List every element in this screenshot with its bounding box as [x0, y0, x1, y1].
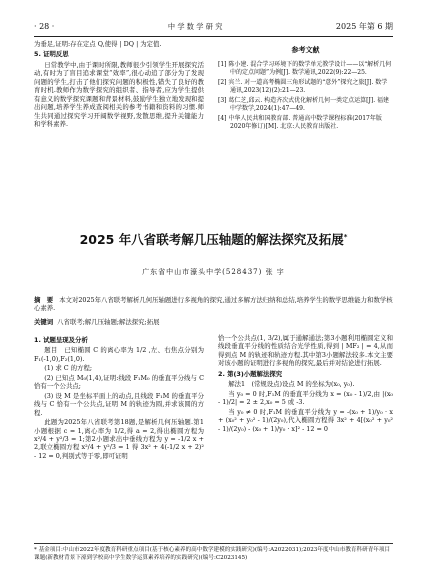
funding-footnote: * 基金项目:中山市2022年度教育科研重点项目(基于核心素养的高中数学建模的实践研究)(编号:A2022031);2023年度中山市教育科研青年项目课题(新教材背景下濠到学校高中学生数学运算素养培养的实践研究)(编号:C2023145) [34, 543, 393, 562]
references [218, 40, 393, 132]
issue-label: 2025 年第 6 期 [335, 21, 393, 31]
article-title [34, 232, 393, 249]
paragraph: 题目 已知椭圆 C 的离心率为 1/2 ,左、右焦点分别为 F₁(-1,0),F₂(1,0). [34, 346, 204, 363]
paragraph: 当 y₀ = 0 时,F₁M 的垂直平分线为 x = (x₀ - 1)/2,由 |(x₀ - 1)/2| = 2 ± 2,x₀ = 5 或 -3. [218, 389, 393, 407]
title-footnote-mark: * [343, 232, 348, 241]
text-line: 为垂足,证明:存在定点 Q,使得 | DQ | 为定值. [34, 40, 162, 48]
paragraph: (3) 设 M 是坐标平面上的动点,且线段 F₁M 的垂直平分线与 C 恰有一个公共点,证明 M 的轨迹为圆,并求该圆的方程. [34, 391, 204, 417]
abstract [34, 296, 393, 313]
page-header [34, 18, 393, 37]
section-heading: 5. 证明反思 [34, 50, 69, 59]
journal-title: 中 学 数 学 研 究 [167, 22, 223, 32]
paragraph: 解法1 (常规设点)设点 M 的坐标为(x₀, y₀). [228, 380, 355, 389]
body-left-column [34, 334, 204, 461]
paragraph: 当 y₀ ≠ 0 时,F₁M 的垂直平分线为 y = -(x₀ + 1)/y₀ · x + (x₀² + y₀² - 1)/(2y₀),代入椭圆方程得 3x² + 4[(x₀² + y₀² - 1)/(2y₀) - (x₀ + 1)/y₀ · x]² - 12 = 0 [218, 407, 393, 433]
keywords-text: 八省联考;解几压轴题;解法探究;拓展 [57, 318, 160, 326]
article-title-text: 2025 年八省联考解几压轴题的解法探究及拓展 [79, 232, 344, 247]
abstract-label: 摘 要 [34, 296, 54, 304]
references-heading: 参考文献 [291, 46, 320, 54]
keywords-label: 关键词 [34, 318, 54, 326]
reference-item: [3] 葛仁芝,邱云. 构造齐次式优化解析几何一类定点运算[J]. 福建中学数学,2024(1):47—49. [218, 96, 390, 112]
top-section [34, 40, 393, 132]
paragraph: (2) 已知点 M₀(1,4),证明:线段 F₁M₀ 的垂直平分线与 C 恰有一个公共点; [34, 373, 204, 391]
paragraph: (1) 求 C 的方程; [44, 364, 92, 373]
abstract-text: 本文对2025年八省联考解析几何压轴题进行多视角的探究,通过多解方法归纳和总结,培养学生的数学思维能力和数学核心素养. [34, 296, 393, 313]
paragraph: 日常教学中,由于课时所限,教师很少引领学生开展探究活动,有时为了盲目追求课堂“效率”,很心动追了部分为了发现问题的学生,打击了他们探究问题的积极性,错失了良好的教育时机.教师作为数学探究的组织者、指导者,应为学生提供有意义的数学探究课题和背景材料,鼓励学生独立地发现和提出问题,培养学生养成查阅相关的参考书籍和资料的习惯.师生共同通过探究学习开阔数学视野,发散思维,提升关键能力和学科素养. [34, 60, 204, 129]
reference-item: [1] 陈小建. 混合学习环境下的数学单元教学设计——以“解析几何中的定点问题”为例[J]. 数学通讯,2022(9):22—25. [218, 61, 392, 77]
section-heading: 1. 试题呈现及分析 [34, 336, 88, 344]
reference-item: [4] 中华人民共和国教育部. 普通高中数学课程标准(2017年版2020年修订)[M]. 北京:人民教育出版社. [218, 114, 382, 130]
page-number: · 28 · [34, 21, 55, 31]
reference-item: [2] 宾兰. 对一道高考椭圆三角形试题的“意外”探究之旅[J]. 数学通讯,2023(12)(2):21—23. [218, 79, 388, 94]
paragraph: 此题为2025年八省联考第18题,是解析几何压轴题.第1小题根据 c = 1,离心率为 1/2,得 a = 2,得出椭圆方程为 x²/4 + y²/3 = 1;第2小题求出中垂线方程为 y = -1/2 x + 2,联立椭圆方程 x²/4 + y²/3 = 1 得 3x² + 4(-1/2 x + 2)² - 12 = 0,判别式等于零,即可证明 [34, 418, 204, 460]
body-right-column [218, 334, 393, 461]
article-body [34, 334, 393, 461]
previous-article-end [34, 40, 204, 132]
section-heading: 2. 第(3)小题解法探究 [218, 369, 283, 378]
author-line: 广东省中山市濠头中学(528437) 张 宇 [142, 268, 285, 276]
paragraph: 恰一个公共点(1, 3/2),属于通解通法;第3小题利用椭圆定义和线段垂直平分线的性质结合光学性质,得到 | MF₂ | = 4,从而得到点 M 的轨迹和轨迹方程.其中第3小题解法较多.本文主要对该小题的证明进行多视角的探究,最后并对结论进行拓展. [218, 334, 393, 368]
keywords [34, 318, 393, 326]
